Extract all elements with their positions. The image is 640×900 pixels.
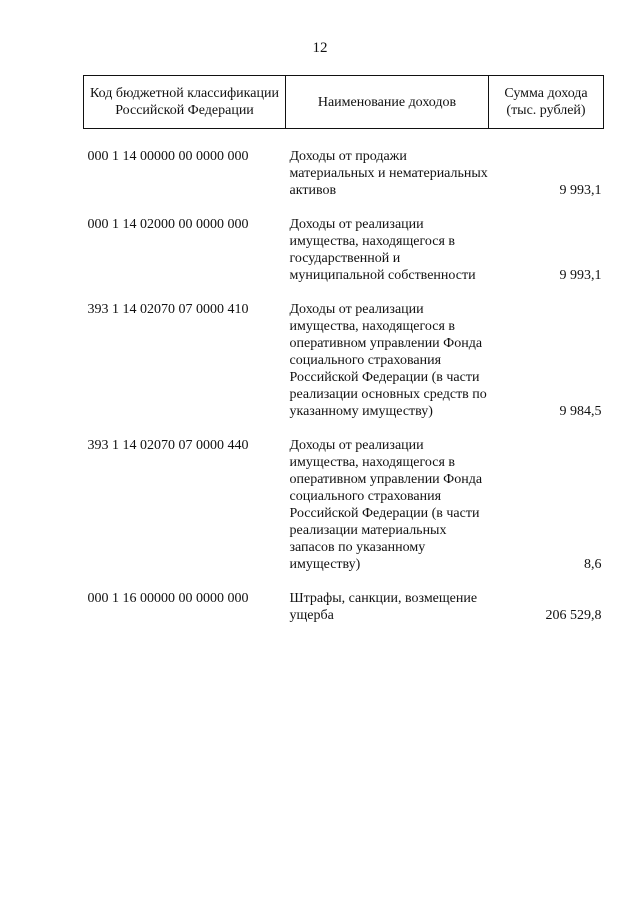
page-number: 12 [312,40,328,56]
table-row [84,437,604,573]
row-name: Доходы от продажи материальных и нематериальных активов [289,149,488,198]
header-amount: Сумма дохода (тыс. рублей) [489,76,604,129]
row-code: 000 1 16 00000 00 0000 000 [87,591,249,606]
table-row [84,590,604,624]
table-row [84,301,604,420]
table-row [84,216,604,284]
row-amount: 8,6 [584,557,602,572]
row-amount: 9 993,1 [559,183,602,198]
row-amount: 9 984,5 [559,404,602,419]
header-code: Код бюджетной классификации Российской Федерации [84,76,286,129]
row-name: Доходы от реализации имущества, находящегося в оперативном управлении Фонда социального страхования Российской Федерации (в части реализации основных средств по указанному имуществу) [289,302,487,419]
revenue-table [83,75,604,624]
table-header [84,76,604,129]
header-name: Наименование доходов [286,76,489,129]
row-code: 000 1 14 02000 00 0000 000 [87,217,249,232]
row-code: 393 1 14 02070 07 0000 440 [87,438,249,453]
row-code: 000 1 14 00000 00 0000 000 [87,149,249,164]
table-row [84,148,604,199]
row-name: Доходы от реализации имущества, находящегося в государственной и муниципальной собственности [289,217,476,283]
row-code: 393 1 14 02070 07 0000 410 [87,302,249,317]
row-amount: 206 529,8 [545,608,602,623]
row-name: Доходы от реализации имущества, находящегося в оперативном управлении Фонда социального страхования Российской Федерации (в части реализации материальных запасов по указанному имуществу) [289,438,483,572]
row-name: Штрафы, санкции, возмещение ущерба [289,591,478,623]
row-amount: 9 993,1 [559,268,602,283]
